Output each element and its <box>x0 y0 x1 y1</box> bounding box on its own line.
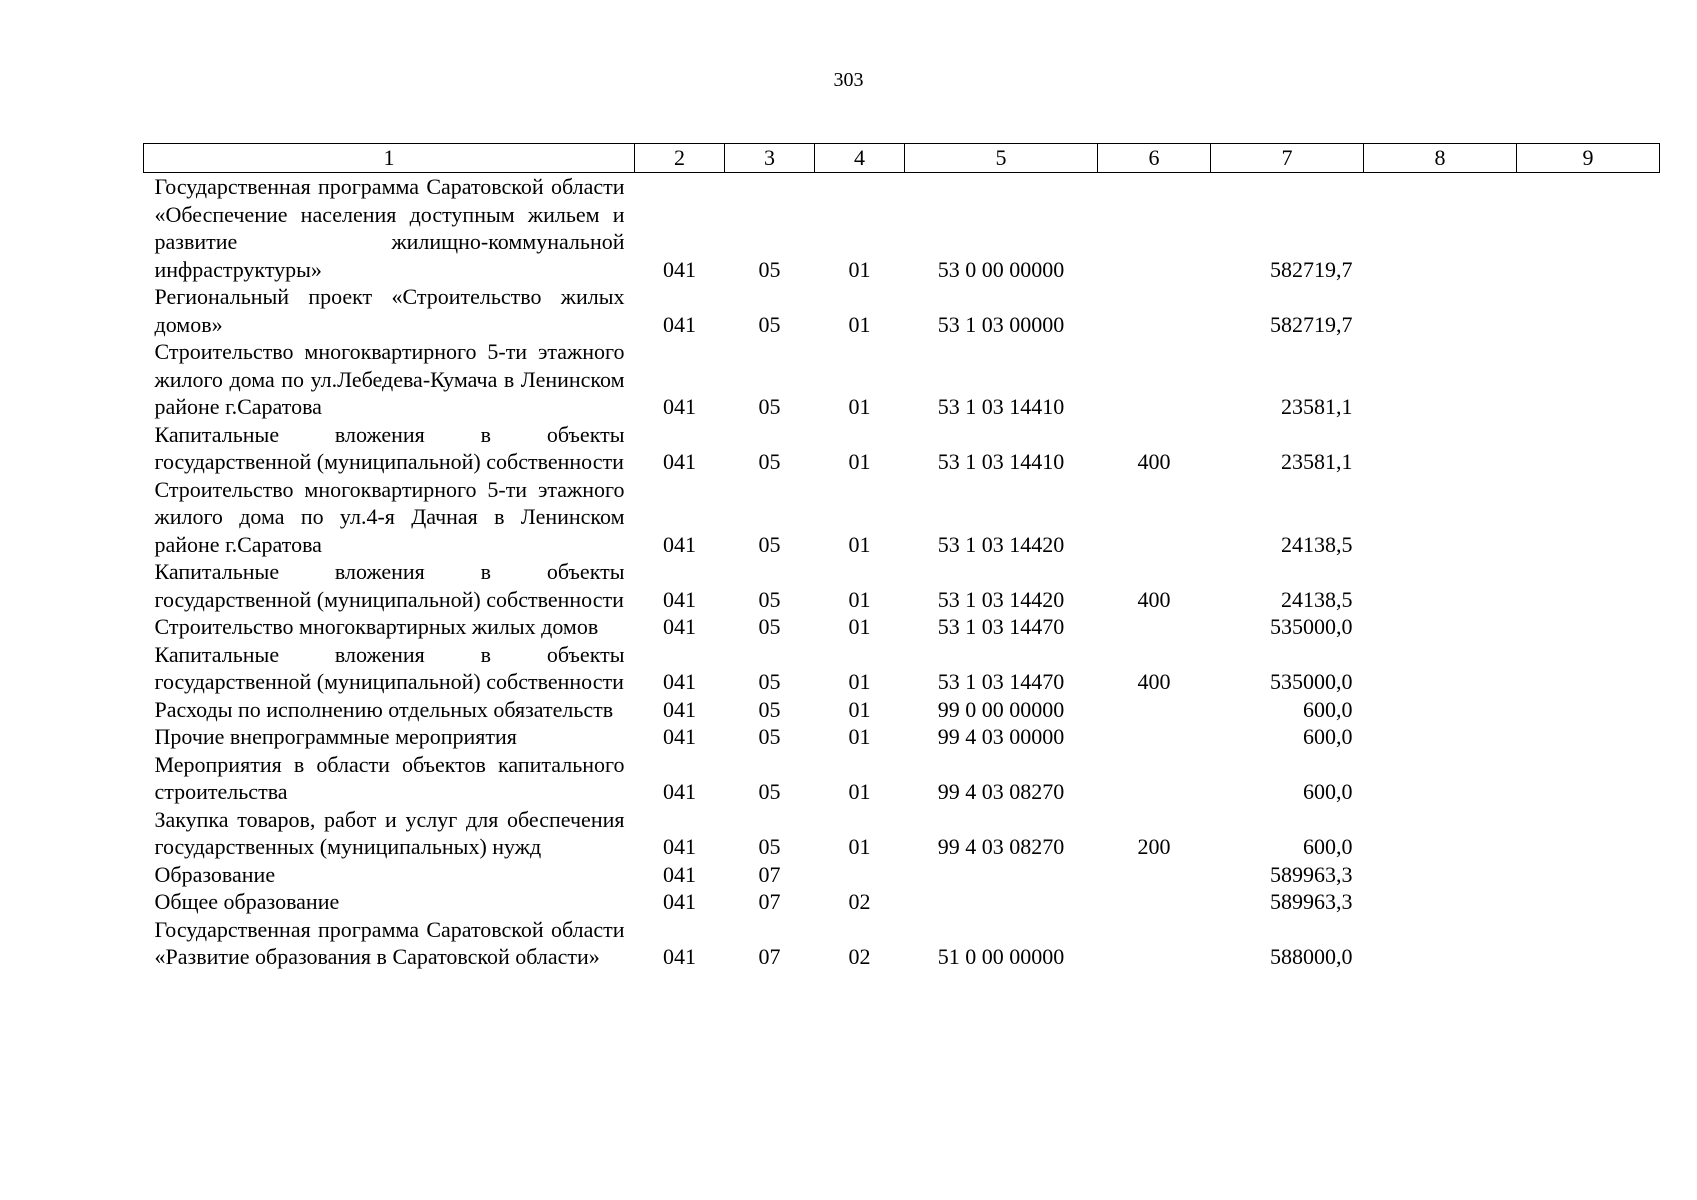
section-code-cell: 05 <box>758 449 781 474</box>
table-row <box>144 916 1660 971</box>
amount-cell-9 <box>1517 888 1660 916</box>
target-article-cell: 99 0 00 00000 <box>937 696 1065 722</box>
amount-cell-8 <box>1364 558 1517 613</box>
amount-cell-8 <box>1364 641 1517 696</box>
table-row <box>144 696 1660 724</box>
expense-type-cell: 200 <box>1137 834 1171 859</box>
section-code-cell: 07 <box>758 944 781 969</box>
amount-cell: 600,0 <box>1303 724 1353 749</box>
amount-cell-8 <box>1364 613 1517 641</box>
expense-type-cell <box>1098 696 1211 724</box>
expense-name-cell: Строительство многоквартирных жилых домов <box>154 614 599 639</box>
amount-cell-8 <box>1364 861 1517 889</box>
expense-name-cell: Мероприятия в области объектов капитального строительства <box>154 751 625 804</box>
amount-cell-9 <box>1517 751 1660 806</box>
ministry-code-cell: 041 <box>663 779 696 804</box>
amount-cell-9 <box>1517 696 1660 724</box>
column-header: 6 <box>1098 144 1211 173</box>
ministry-code-cell: 041 <box>663 531 696 557</box>
subsection-code-cell: 01 <box>848 449 871 474</box>
expense-type-cell <box>1098 338 1211 421</box>
amount-cell-8 <box>1364 696 1517 724</box>
ministry-code-cell: 041 <box>663 449 696 474</box>
subsection-code-cell: 01 <box>848 531 871 557</box>
table-row <box>144 613 1660 641</box>
amount-cell-9 <box>1517 476 1660 559</box>
table-row <box>144 476 1660 559</box>
subsection-code-cell: 02 <box>848 889 871 914</box>
amount-cell: 600,0 <box>1303 834 1353 859</box>
expense-name-cell: Государственная программа Саратовской области «Развитие образования в Саратовской области» <box>154 916 625 969</box>
section-code-cell: 05 <box>758 586 781 612</box>
expense-name-cell: Прочие внепрограммные мероприятия <box>154 724 517 749</box>
amount-cell: 535000,0 <box>1270 614 1353 639</box>
expense-type-cell <box>1098 723 1211 751</box>
target-article-cell: 99 4 03 08270 <box>937 834 1065 859</box>
section-code-cell: 05 <box>758 669 781 694</box>
column-header: 1 <box>144 144 635 173</box>
expense-name-cell: Закупка товаров, работ и услуг для обеспечения государственных (муниципальных) нужд <box>154 806 625 859</box>
section-code-cell: 07 <box>758 889 781 914</box>
budget-table <box>143 143 1660 971</box>
section-code-cell: 05 <box>758 531 781 557</box>
expense-name-cell: Государственная программа Саратовской области «Обеспечение населения доступным жильем и развитие жилищно-коммунальной инфраструктуры» <box>154 174 625 282</box>
expense-type-cell <box>1098 751 1211 806</box>
amount-cell-8 <box>1364 723 1517 751</box>
column-header: 9 <box>1517 144 1660 173</box>
target-article-cell: 53 1 03 14420 <box>937 531 1065 557</box>
amount-cell-9 <box>1517 861 1660 889</box>
amount-cell: 588000,0 <box>1270 944 1353 969</box>
section-code-cell: 05 <box>758 614 781 639</box>
table-row <box>144 283 1660 338</box>
amount-cell-9 <box>1517 338 1660 421</box>
section-code-cell: 05 <box>758 834 781 859</box>
subsection-code-cell: 01 <box>848 256 871 282</box>
subsection-code-cell: 01 <box>848 394 871 419</box>
target-article-cell: 53 1 03 14420 <box>937 586 1065 612</box>
target-article-cell: 51 0 00 00000 <box>937 944 1065 969</box>
subsection-code-cell: 02 <box>848 944 871 969</box>
expense-name-cell: Капитальные вложения в объекты государственной (муниципальной) собственности <box>154 641 625 694</box>
table-row <box>144 173 1660 284</box>
column-header: 8 <box>1364 144 1517 173</box>
expense-type-cell <box>1098 861 1211 889</box>
table-row <box>144 806 1660 861</box>
table-row <box>144 888 1660 916</box>
target-article-cell: 53 1 03 14410 <box>937 449 1065 474</box>
section-code-cell: 05 <box>758 724 781 749</box>
amount-cell: 589963,3 <box>1270 889 1353 914</box>
expense-name-cell: Строительство многоквартирного 5-ти этажного жилого дома по ул.Лебедева-Кумача в Ленинском районе г.Саратова <box>154 339 625 419</box>
ministry-code-cell: 041 <box>663 724 696 749</box>
column-header: 7 <box>1211 144 1364 173</box>
amount-cell-9 <box>1517 806 1660 861</box>
column-header: 3 <box>725 144 815 173</box>
expense-name-cell: Региональный проект «Строительство жилых домов» <box>154 284 625 337</box>
expense-type-cell: 400 <box>1137 586 1171 612</box>
column-number-row <box>144 144 1660 173</box>
amount-cell: 535000,0 <box>1270 669 1353 694</box>
ministry-code-cell: 041 <box>663 394 696 419</box>
expense-name-cell: Расходы по исполнению отдельных обязательств <box>154 696 614 722</box>
column-header: 4 <box>815 144 905 173</box>
ministry-code-cell: 041 <box>663 696 696 722</box>
subsection-code-cell: 01 <box>848 834 871 859</box>
column-header: 5 <box>905 144 1098 173</box>
amount-cell-9 <box>1517 173 1660 284</box>
ministry-code-cell: 041 <box>663 614 696 639</box>
amount-cell-9 <box>1517 558 1660 613</box>
page-number: 303 <box>833 69 864 91</box>
amount-cell: 23581,1 <box>1281 394 1353 419</box>
target-article-cell: 99 4 03 08270 <box>937 779 1065 804</box>
ministry-code-cell: 041 <box>663 889 696 914</box>
subsection-code-cell: 01 <box>848 669 871 694</box>
expense-type-cell: 400 <box>1137 449 1171 474</box>
amount-cell: 582719,7 <box>1270 311 1353 337</box>
subsection-code-cell: 01 <box>848 614 871 639</box>
subsection-code-cell: 01 <box>848 696 871 722</box>
expense-type-cell <box>1098 173 1211 284</box>
column-header: 2 <box>635 144 725 173</box>
table-row <box>144 338 1660 421</box>
expense-name-cell: Капитальные вложения в объекты государственной (муниципальной) собственности <box>154 421 625 474</box>
amount-cell-8 <box>1364 476 1517 559</box>
target-article-cell: 53 1 03 14470 <box>937 669 1065 694</box>
amount-cell: 600,0 <box>1303 696 1353 722</box>
target-article-cell: 53 1 03 00000 <box>937 311 1065 337</box>
table-row <box>144 558 1660 613</box>
expense-type-cell <box>1098 613 1211 641</box>
expense-type-cell: 400 <box>1137 669 1171 694</box>
subsection-code-cell: 01 <box>848 779 871 804</box>
ministry-code-cell: 041 <box>663 256 696 282</box>
amount-cell-9 <box>1517 723 1660 751</box>
target-article-cell: 53 1 03 14410 <box>937 394 1065 419</box>
target-article-cell: 53 0 00 00000 <box>937 256 1065 282</box>
subsection-code-cell: 01 <box>848 586 871 612</box>
target-article-cell <box>905 888 1098 916</box>
amount-cell-9 <box>1517 421 1660 476</box>
amount-cell-8 <box>1364 888 1517 916</box>
ministry-code-cell: 041 <box>663 861 696 887</box>
ministry-code-cell: 041 <box>663 834 696 859</box>
amount-cell-9 <box>1517 613 1660 641</box>
subsection-code-cell <box>815 861 905 889</box>
amount-cell-9 <box>1517 916 1660 971</box>
amount-cell: 589963,3 <box>1270 861 1353 887</box>
expense-type-cell <box>1098 916 1211 971</box>
target-article-cell <box>905 861 1098 889</box>
amount-cell: 24138,5 <box>1281 586 1353 612</box>
section-code-cell: 05 <box>758 311 781 337</box>
amount-cell: 23581,1 <box>1281 449 1353 474</box>
expense-type-cell <box>1098 283 1211 338</box>
subsection-code-cell: 01 <box>848 724 871 749</box>
subsection-code-cell: 01 <box>848 311 871 337</box>
amount-cell-8 <box>1364 806 1517 861</box>
expense-name-cell: Строительство многоквартирного 5-ти этажного жилого дома по ул.4-я Дачная в Ленинском районе г.Саратова <box>154 476 625 557</box>
section-code-cell: 05 <box>758 394 781 419</box>
table-row <box>144 421 1660 476</box>
table-row <box>144 641 1660 696</box>
expense-name-cell: Капитальные вложения в объекты государственной (муниципальной) собственности <box>154 559 625 612</box>
table-body <box>144 173 1660 971</box>
expense-name-cell: Общее образование <box>154 889 340 914</box>
target-article-cell: 53 1 03 14470 <box>937 614 1065 639</box>
amount-cell-8 <box>1364 916 1517 971</box>
section-code-cell: 07 <box>758 861 781 887</box>
amount-cell: 582719,7 <box>1270 256 1353 282</box>
expense-name-cell: Образование <box>154 861 276 887</box>
target-article-cell: 99 4 03 00000 <box>937 724 1065 749</box>
section-code-cell: 05 <box>758 256 781 282</box>
ministry-code-cell: 041 <box>663 586 696 612</box>
amount-cell: 24138,5 <box>1281 531 1353 557</box>
table-row <box>144 861 1660 889</box>
table-row <box>144 751 1660 806</box>
expense-type-cell <box>1098 476 1211 559</box>
ministry-code-cell: 041 <box>663 944 696 969</box>
ministry-code-cell: 041 <box>663 311 696 337</box>
amount-cell: 600,0 <box>1303 779 1353 804</box>
amount-cell-8 <box>1364 283 1517 338</box>
amount-cell-9 <box>1517 283 1660 338</box>
section-code-cell: 05 <box>758 779 781 804</box>
table-row <box>144 723 1660 751</box>
amount-cell-8 <box>1364 421 1517 476</box>
amount-cell-8 <box>1364 338 1517 421</box>
expense-type-cell <box>1098 888 1211 916</box>
amount-cell-8 <box>1364 751 1517 806</box>
amount-cell-9 <box>1517 641 1660 696</box>
amount-cell-8 <box>1364 173 1517 284</box>
section-code-cell: 05 <box>758 696 781 722</box>
ministry-code-cell: 041 <box>663 669 696 694</box>
